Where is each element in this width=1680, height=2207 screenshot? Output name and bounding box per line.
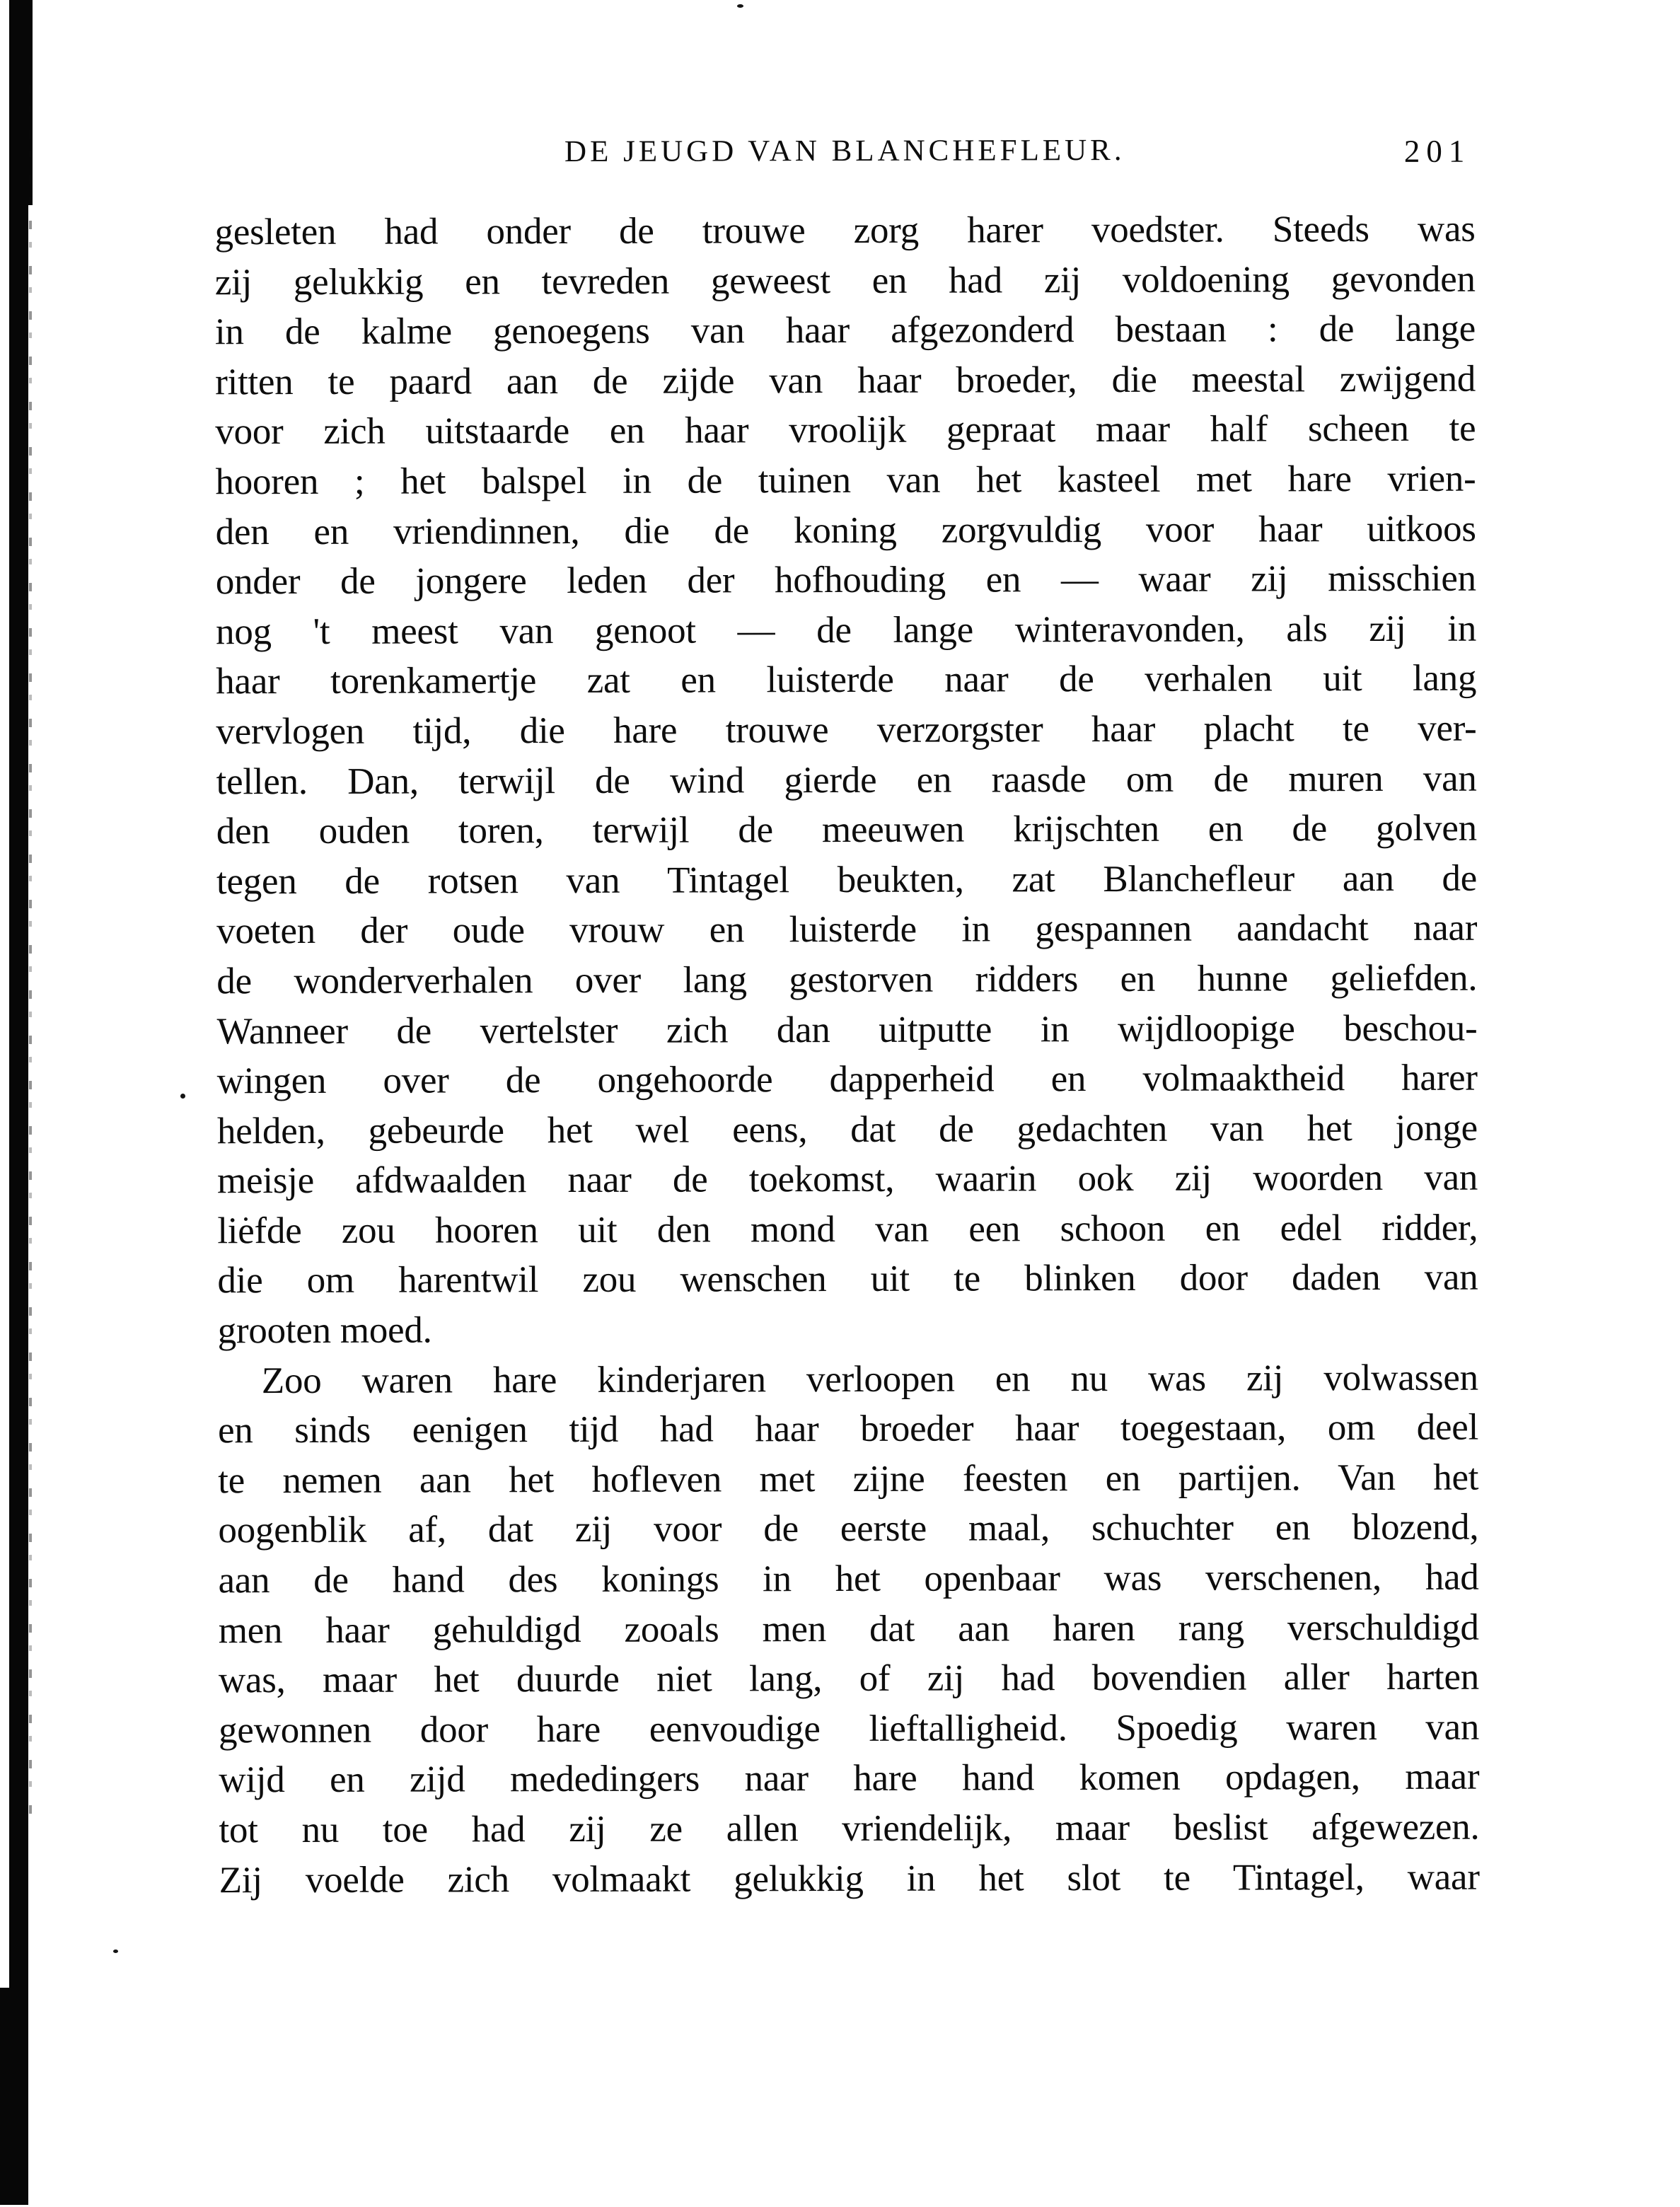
text-line: nog 't meest van genoot — de lange winteravonden, als zij in (215, 608, 1477, 653)
text-line: tegen de rotsen van Tintagel beukten, zat Blanchefleur aan de (216, 857, 1478, 903)
text-line: haar torenkamertje zat en luisterde naar de verhalen uit lang (216, 657, 1477, 702)
text-line: meisje afdwaalden naar de toekomst, waarin ook zij woorden van (217, 1157, 1478, 1202)
text-line: hooren ; het balspel in de tuinen van het kasteel met hare vrien- (215, 458, 1476, 503)
text-line: in de kalme genoegens van haar afgezonderd bestaan : de lange (214, 308, 1476, 353)
text-line: voeten der oude vrouw en luisterde in gespannen aandacht naar (216, 907, 1478, 952)
text-line: onder de jongere leden der hofhouding en — waar zij misschien (215, 557, 1476, 603)
text-line: wijd en zijd mededingers naar hare hand komen opdagen, maar (219, 1756, 1480, 1801)
text-line: wingen over de ongehoorde dapperheid en volmaaktheid harer (216, 1057, 1478, 1102)
text-line: vervlogen tijd, die hare trouwe verzorgster haar placht te ver- (216, 707, 1477, 753)
text-line: tot nu toe had zij ze allen vriendelijk, maar beslist afgewezen. (219, 1806, 1480, 1851)
text-line: de wonderverhalen over lang gestorven ridders en hunne geliefden. (216, 957, 1478, 1002)
text-line: grooten moed. (217, 1309, 432, 1352)
text-line: men haar gehuldigd zooals men dat aan haren rang verschuldigd (218, 1606, 1479, 1651)
chapter-title: DE JEUGD VAN BLANCHEFLEUR. (564, 133, 1125, 169)
text-line: te nemen aan het hofleven met zijne feesten en partijen. Van het (218, 1456, 1479, 1502)
text-line: den ouden toren, terwijl de meeuwen krijschten en de golven (216, 807, 1477, 852)
text-line: Wanneer de vertelster zich dan uitputte in wijdloopige beschou- (216, 1007, 1478, 1052)
text-line: helden, gebeurde het wel eens, dat de gedachten van het jonge (216, 1107, 1478, 1152)
text-line: voor zich uitstaarde en haar vroolijk gepraat maar half scheen te (215, 408, 1476, 453)
page-number: 201 (1403, 133, 1471, 169)
running-header (214, 128, 1475, 175)
text-line: gewonnen door hare eenvoudige lieftalligheid. Spoedig waren van (219, 1706, 1480, 1751)
text-line: gesleten had onder de trouwe zorg harer voedster. Steeds was (214, 208, 1476, 253)
text-line: en sinds eenigen tijd had haar broeder haar toegestaan, om deel (217, 1406, 1479, 1452)
body-text (215, 204, 1480, 1906)
text-line: oogenblik af, dat zij voor de eerste maal, schuchter en blozend, (218, 1507, 1479, 1551)
text-line: Zij voelde zich volmaakt gelukkig in het slot te Tintagel, waar (219, 1856, 1480, 1901)
text-line: ritten te paard aan de zijde van haar broeder, die meestal zwijgend (215, 358, 1476, 403)
text-line: den en vriendinnen, die de koning zorgvuldig voor haar uitkoos (215, 508, 1476, 552)
text-line: die om harentwil zou wenschen uit te blinken door daden van (217, 1257, 1478, 1302)
text-line: liefde zou hooren uit den mond van een schoon en edel ridder, (217, 1207, 1478, 1252)
text-line: zij gelukkig en tevreden geweest en had zij voldoening gevonden (214, 258, 1476, 303)
text-line: Zoo waren hare kinderjaren verloopen en nu was zij volwassen (261, 1357, 1478, 1401)
text-line: was, maar het duurde niet lang, of zij had bovendien aller harten (218, 1656, 1480, 1701)
text-line: tellen. Dan, terwijl de wind gierde en raasde om de muren van (216, 758, 1477, 802)
text-line: aan de hand des konings in het openbaar was verschenen, had (218, 1556, 1479, 1601)
